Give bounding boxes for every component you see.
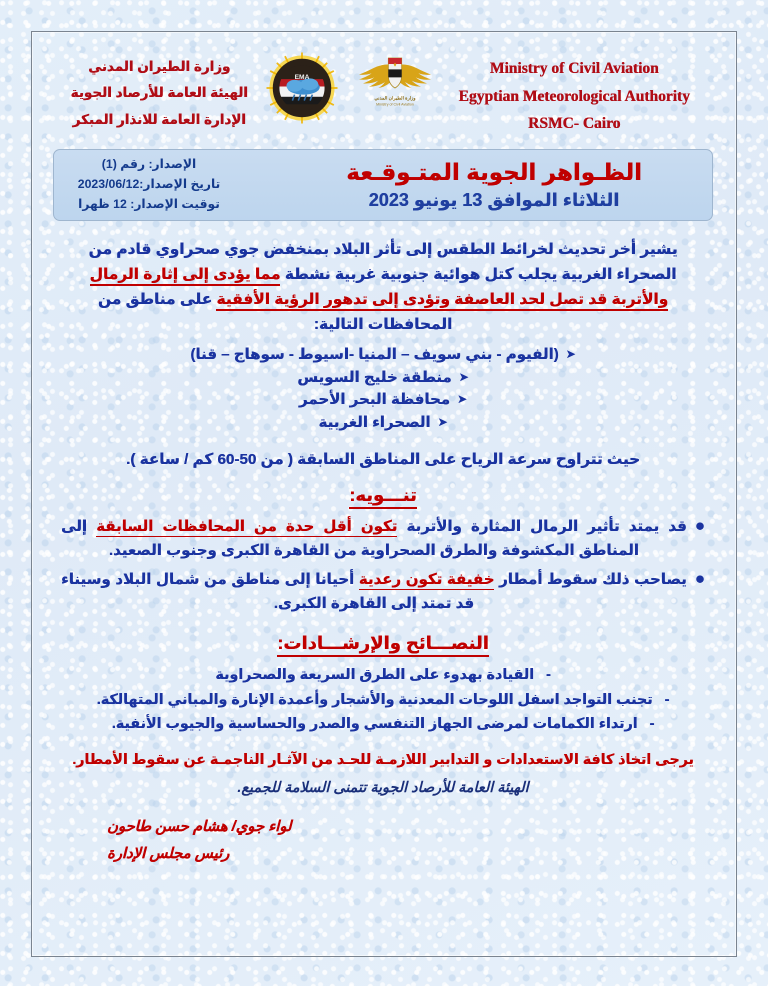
- bulletin-title-box: [53, 149, 713, 221]
- notice-list: [61, 515, 705, 616]
- document-header: [53, 41, 713, 145]
- notice-section-heading: [61, 485, 705, 506]
- advice-section-heading: [61, 633, 705, 654]
- list-item: [61, 344, 705, 367]
- header-arabic-line-1: وزارة الطيران المدني: [88, 59, 231, 74]
- page-title: الظـواهر الجوية المتـوقـعة: [346, 159, 642, 185]
- governorate-label: منطقة خليج السويس: [297, 368, 452, 386]
- header-arabic-line-3: الإدارة العامة للانذار المبكر: [72, 111, 246, 127]
- issue-number: الإصدار: رقم (1): [101, 157, 197, 172]
- list-item: [61, 712, 705, 737]
- list-item: [61, 389, 705, 412]
- issue-info-block: [54, 155, 250, 215]
- notice-item-pre: قد يمتد تأثير الرمال المثارة والأتربة: [406, 518, 687, 535]
- list-item: [61, 688, 705, 713]
- lead-paragraph: [61, 238, 705, 338]
- dash-bullet-icon: -: [545, 667, 551, 683]
- header-english-block: [435, 49, 713, 138]
- header-logos: [265, 49, 435, 125]
- issue-time: توقيت الإصدار: 12 ظهرا: [78, 196, 220, 211]
- governorate-label: الصحراء الغربية: [318, 414, 431, 432]
- closing-call-to-action: يرجى اتخاذ كافة الاستعدادات و التدابير اللازمـة للحـد من الآثـار الناجمـة عن سقوط الأمطار.: [72, 751, 694, 768]
- bulletin-body: [53, 238, 713, 868]
- arrow-bullet-icon: ➤: [458, 369, 469, 384]
- advice-item-text: تجنب التواجد اسفل اللوحات المعدنية والأشجار وأعمدة الإنارة والمباني المتهالكة.: [96, 691, 653, 708]
- svg-text:EMA: EMA: [294, 74, 310, 82]
- notice-item-text: [61, 568, 687, 616]
- list-item: [61, 412, 705, 435]
- notice-item-pre: يصاحب ذلك سقوط أمطار: [499, 571, 687, 588]
- affected-governorates-list: [61, 344, 705, 435]
- lead-highlight: مما يؤدى إلى إثارة الرمال والأتربة قد تصل لحد العاصفة وتؤدى إلى تدهور الرؤية الأفقية: [90, 266, 669, 311]
- notice-item-text: [61, 515, 687, 563]
- advice-list: [61, 663, 705, 737]
- ministry-of-civil-aviation-logo-icon: [355, 51, 435, 113]
- notice-item-highlight: خفيفة تكون رعدية: [358, 571, 495, 588]
- notice-item-highlight: تكون أقل حدة من المحافظات السابقة: [96, 518, 398, 535]
- header-english-line-1: Ministry of Civil Aviation: [489, 60, 659, 77]
- closing-safety-wish: الهيئة العامة للأرصاد الجوية تتمنى السلامة للجميع.: [237, 779, 529, 796]
- arrow-bullet-icon: ➤: [457, 392, 468, 407]
- lead-part-1: يشير أخر تحديث لخرائط الطقس إلى تأثر البلاد بمنخفض جوي صحراوي قادم من الصحراء الغربية يجلب كتل هوائية جنوبية غربية نشطة: [88, 241, 678, 283]
- dash-bullet-icon: -: [649, 716, 655, 733]
- header-arabic-line-2: الهيئة العامة للأرصاد الجوية: [70, 85, 248, 101]
- advice-item-text: القيادة بهدوء على الطرق السريعة والصحراوية: [215, 667, 534, 683]
- list-item: [61, 568, 705, 616]
- bulletin-title: [250, 159, 712, 211]
- signature-name: لواء جوي/ هشام حسن طاحون: [107, 818, 292, 835]
- egyptian-meteorological-authority-logo-icon: [265, 51, 339, 125]
- svg-text:Ministry of Civil Aviation: Ministry of Civil Aviation: [376, 102, 415, 107]
- list-item: [61, 515, 705, 563]
- notice-item-post: إلى المناطق المكشوفة والطرق الصحراوية من القاهرة الكبرى وجنوب الصعيد.: [61, 518, 639, 559]
- signature-role: رئيس مجلس الإدارة: [107, 846, 230, 863]
- arrow-bullet-icon: ➤: [565, 346, 576, 361]
- governorate-label: محافظة البحر الأحمر: [298, 391, 451, 409]
- dot-bullet-icon: ●: [694, 569, 705, 588]
- arrow-bullet-icon: ➤: [437, 415, 448, 430]
- notice-item-post: أحيانا إلى مناطق من شمال البلاد وسيناء قد تمتد إلى القاهرة الكبرى.: [61, 571, 474, 612]
- dot-bullet-icon: ●: [694, 516, 705, 535]
- notice-heading-text: تنـــويه:: [349, 485, 417, 509]
- issue-date: تاريخ الإصدار:2023/06/12: [77, 177, 221, 192]
- advice-item-text: ارتداء الكمامات لمرضى الجهاز التنفسي والصدر والحساسية والجيوب الأنفية.: [111, 716, 638, 733]
- svg-text:وزارة الطيران المدني: وزارة الطيران المدني: [374, 95, 417, 101]
- header-english-line-2: Egyptian Meteorological Authority: [458, 87, 690, 105]
- bulletin-subtitle-date: الثلاثاء الموافق 13 يونيو 2023: [368, 190, 620, 210]
- advice-heading-text: النصـــائح والإرشـــادات:: [277, 633, 489, 657]
- dash-bullet-icon: -: [664, 691, 670, 708]
- wind-speed-statement: حيث تتراوح سرعة الرياح على المناطق السابقة ( من 50-60 كم / ساعة ).: [126, 451, 640, 468]
- lead-part-2: على مناطق من المحافظات التالية:: [97, 290, 453, 333]
- list-item: [61, 367, 705, 390]
- signature-block: [61, 814, 705, 869]
- header-english-line-3: RSMC- Cairo: [528, 115, 621, 133]
- list-item: [61, 663, 705, 688]
- governorate-label: (الفيوم - بني سويف – المنيا -اسيوط - سوهاج – قنا): [190, 345, 559, 363]
- header-arabic-block: [53, 49, 265, 133]
- page-content: [31, 31, 735, 955]
